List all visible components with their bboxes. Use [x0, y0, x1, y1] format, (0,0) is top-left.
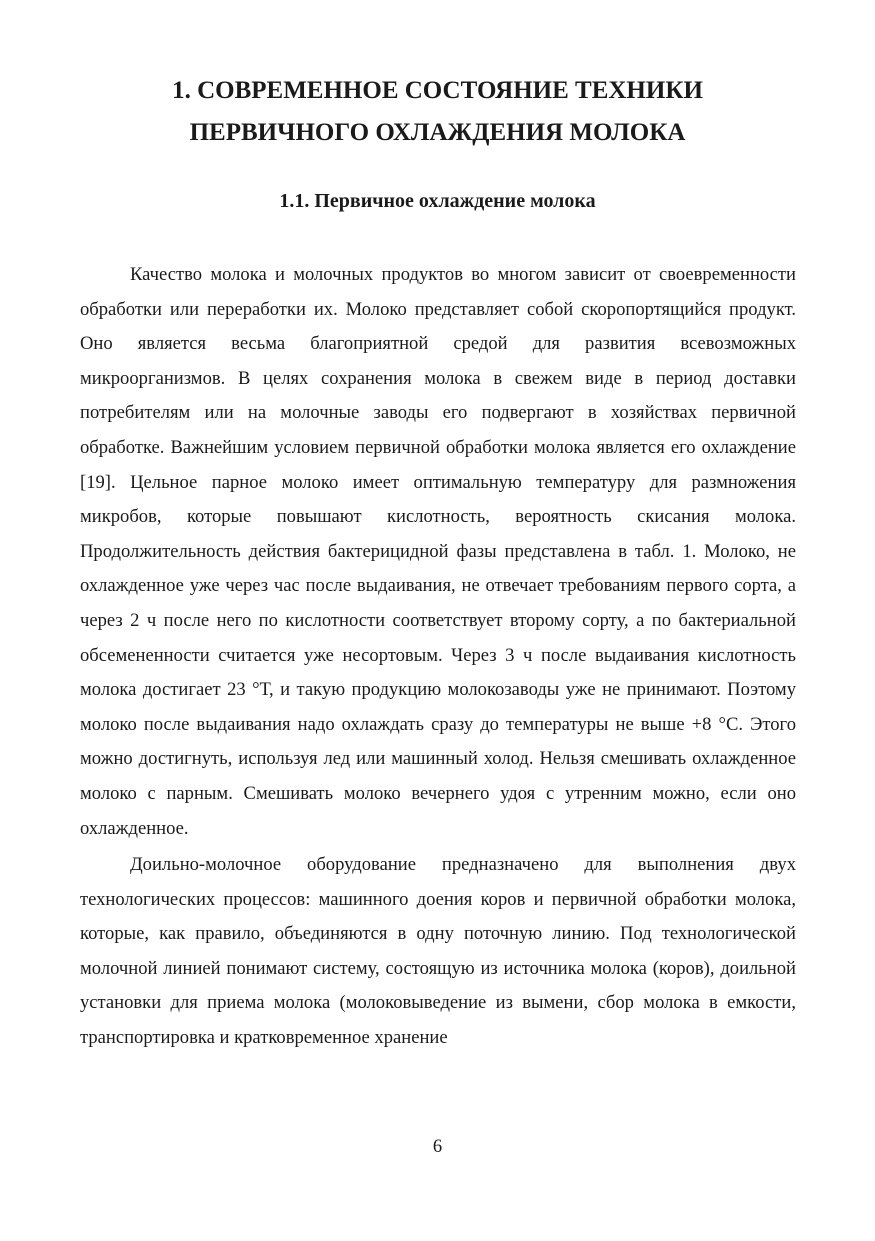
chapter-title-line-1: 1. СОВРЕМЕННОЕ СОСТОЯНИЕ ТЕХНИКИ [172, 77, 703, 104]
chapter-title [80, 70, 795, 154]
paragraph: Качество молока и молочных продуктов во многом зависит от своевременности обработки или переработки их. Молоко представляет собой скоропортящийся продукт. Оно является весьма благоприятной средой для развития всевозможных микроорганизмов. В целях сохранения молока в свежем виде в период доставки потребителям или на молочные заводы его подвергают в хозяйствах первичной обработке. Важнейшим условием первичной обработки молока является его охлаждение [19]. Цельное парное молоко имеет оптимальную температуру для размножения микробов, которые повышают кислотность, вероятность скисания молока. Продолжительность действия бактерицидной фазы представлена в табл. 1. Молоко, не охлажденное уже через час после выдаивания, не отвечает требованиям первого сорта, а через 2 ч после него по кислотности соответствует второму сорту, а по бактериальной обсемененности считается уже несортовым. Через 3 ч после выдаивания кислотность молока достигает 23 °Т, и такую продукцию молокозаводы уже не принимают. Поэтому молоко после выдаивания надо охлаждать сразу до температуры не выше +8 °С. Этого можно достигнуть, используя лед или машинный холод. Нельзя смешивать охлажденное молоко с парным. Смешивать молоко вечернего удоя с утренним можно, если оно охлажденное. [80, 264, 796, 839]
page-number: 6 [432, 1137, 443, 1157]
section-title: 1.1. Первичное охлаждение молока [279, 190, 596, 212]
body-text [80, 258, 796, 1056]
paragraph: Доильно-молочное оборудование предназначено для выполнения двух технологических процессов: машинного доения коров и первичной обработки молока, которые, как правило, объединяются в одну поточную линию. Под технологической молочной линией понимают систему, состоящую из источника молока (коров), доильной установки для приема молока (молоковыведение из вымени, сбор молока в емкости, транспортировка и кратковременное хранение [80, 854, 796, 1049]
chapter-title-line-2: ПЕРВИЧНОГО ОХЛАЖДЕНИЯ МОЛОКА [189, 119, 686, 146]
